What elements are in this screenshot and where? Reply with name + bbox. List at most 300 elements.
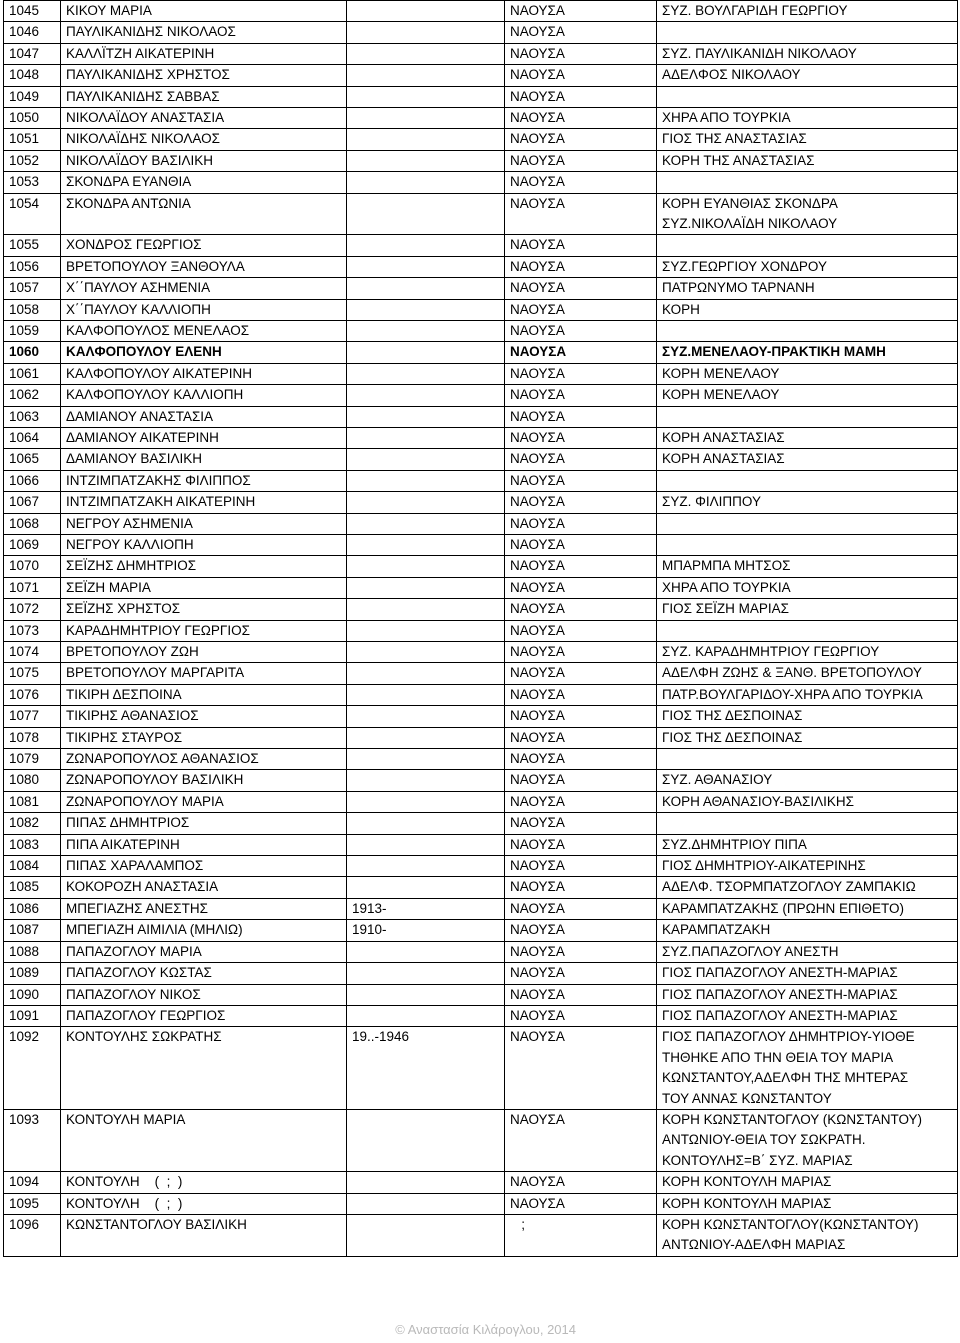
relation-note bbox=[657, 129, 958, 150]
person-name: ΣΚΟΝΔΡΑ ΕΥΑΝΘΙΑ bbox=[61, 172, 347, 193]
place: ΝΑΟΥΣΑ bbox=[505, 663, 657, 684]
record-number: 1081 bbox=[4, 791, 61, 812]
relation-note-line: ΣΥΖ. ΠΑΥΛΙΚΑΝΙΔΗ ΝΙΚΟΛΑΟΥ bbox=[662, 45, 857, 61]
relation-note bbox=[657, 43, 958, 64]
relation-note bbox=[657, 1172, 958, 1193]
person-name: ΚΟΝΤΟΥΛΗ ΜΑΡΙΑ bbox=[61, 1109, 347, 1171]
record-number: 1092 bbox=[4, 1027, 61, 1110]
person-name: ΣΚΟΝΔΡΑ ΑΝΤΩΝΙΑ bbox=[61, 193, 347, 235]
relation-note bbox=[657, 342, 958, 363]
record-number: 1051 bbox=[4, 129, 61, 150]
birth-year bbox=[347, 321, 505, 342]
place: ΝΑΟΥΣΑ bbox=[505, 984, 657, 1005]
birth-year bbox=[347, 642, 505, 663]
relation-note bbox=[657, 663, 958, 684]
relation-note bbox=[657, 86, 958, 107]
relation-note-line: ΣΥΖ.ΜΕΝΕΛΑΟΥ-ΠΡΑΚΤΙΚΗ ΜΑΜΗ bbox=[662, 344, 886, 360]
place: ΝΑΟΥΣΑ bbox=[505, 706, 657, 727]
place: ΝΑΟΥΣΑ bbox=[505, 577, 657, 598]
relation-note bbox=[657, 706, 958, 727]
record-number: 1062 bbox=[4, 385, 61, 406]
record-number: 1084 bbox=[4, 856, 61, 877]
person-name: ΒΡΕΤΟΠΟΥΛΟΥ ΞΑΝΘΟΥΛΑ bbox=[61, 256, 347, 277]
relation-note bbox=[657, 172, 958, 193]
person-name: ΖΩΝΑΡΟΠΟΥΛΟΥ ΒΑΣΙΛΙΚΗ bbox=[61, 770, 347, 791]
record-number: 1052 bbox=[4, 150, 61, 171]
record-number: 1070 bbox=[4, 556, 61, 577]
birth-year bbox=[347, 235, 505, 256]
relation-note-line: ΚΟΡΗ ΚΩΝΣΤΑΝΤΟΓΛΟΥ(ΚΩΝΣΤΑΝΤΟΥ) bbox=[662, 1216, 919, 1232]
relation-note bbox=[657, 684, 958, 705]
relation-note bbox=[657, 941, 958, 962]
person-name: ΠΑΠΑΖΟΓΛΟΥ ΝΙΚΟΣ bbox=[61, 984, 347, 1005]
relation-note-line: ΧΗΡΑ ΑΠΟ ΤΟΥΡΚΙΑ bbox=[662, 579, 791, 595]
place: ΝΑΟΥΣΑ bbox=[505, 1005, 657, 1026]
record-number: 1082 bbox=[4, 813, 61, 834]
relation-note bbox=[657, 770, 958, 791]
person-name: ΜΠΕΓΙΑΖΗΣ ΑΝΕΣΤΗΣ bbox=[61, 898, 347, 919]
record-number: 1077 bbox=[4, 706, 61, 727]
relation-note bbox=[657, 599, 958, 620]
place: ΝΑΟΥΣΑ bbox=[505, 428, 657, 449]
place: ΝΑΟΥΣΑ bbox=[505, 22, 657, 43]
place: ΝΑΟΥΣΑ bbox=[505, 256, 657, 277]
person-name: ΝΙΚΟΛΑΪΔΗΣ ΝΙΚΟΛΑΟΣ bbox=[61, 129, 347, 150]
birth-year bbox=[347, 727, 505, 748]
place: ΝΑΟΥΣΑ bbox=[505, 941, 657, 962]
relation-note-line: ΣΥΖ. ΚΑΡΑΔΗΜΗΤΡΙΟΥ ΓΕΩΡΓΙΟΥ bbox=[662, 644, 880, 660]
person-name: ΤΙΚΙΡΗΣ ΑΘΑΝΑΣΙΟΣ bbox=[61, 706, 347, 727]
place: ΝΑΟΥΣΑ bbox=[505, 813, 657, 834]
table-row bbox=[4, 1193, 958, 1214]
record-number: 1053 bbox=[4, 172, 61, 193]
table-row bbox=[4, 129, 958, 150]
relation-note-line: ΑΝΤΩΝΙΟΥ-ΑΔΕΛΦΗ ΜΑΡΙΑΣ bbox=[662, 1237, 846, 1253]
birth-year bbox=[347, 1193, 505, 1214]
birth-year bbox=[347, 299, 505, 320]
record-number: 1091 bbox=[4, 1005, 61, 1026]
table-row bbox=[4, 65, 958, 86]
record-number: 1065 bbox=[4, 449, 61, 470]
birth-year bbox=[347, 556, 505, 577]
record-number: 1080 bbox=[4, 770, 61, 791]
relation-note-line: ΑΔΕΛΦ. ΤΣΟΡΜΠΑΤΖΟΓΛΟΥ ΖΑΜΠΑΚΙΩ bbox=[662, 879, 916, 895]
record-number: 1055 bbox=[4, 235, 61, 256]
place: ΝΑΟΥΣΑ bbox=[505, 749, 657, 770]
record-number: 1093 bbox=[4, 1109, 61, 1171]
birth-year bbox=[347, 278, 505, 299]
place: ΝΑΟΥΣΑ bbox=[505, 770, 657, 791]
relation-note bbox=[657, 834, 958, 855]
table-row bbox=[4, 193, 958, 235]
birth-year bbox=[347, 620, 505, 641]
person-name: ΔΑΜΙΑΝΟΥ ΒΑΣΙΛΙΚΗ bbox=[61, 449, 347, 470]
person-name: ΖΩΝΑΡΟΠΟΥΛΟΥ ΜΑΡΙΑ bbox=[61, 791, 347, 812]
relation-note bbox=[657, 513, 958, 534]
relation-note bbox=[657, 791, 958, 812]
place: ΝΑΟΥΣΑ bbox=[505, 129, 657, 150]
relation-note-line: ΚΟΡΗ ΚΟΝΤΟΥΛΗ ΜΑΡΙΑΣ bbox=[662, 1195, 832, 1211]
table-row bbox=[4, 642, 958, 663]
place: ΝΑΟΥΣΑ bbox=[505, 385, 657, 406]
table-row bbox=[4, 663, 958, 684]
birth-year bbox=[347, 791, 505, 812]
table-row bbox=[4, 385, 958, 406]
record-number: 1086 bbox=[4, 898, 61, 919]
record-number: 1069 bbox=[4, 535, 61, 556]
relation-note-line: ΚΟΡΗ ΚΩΝΣΤΑΝΤΟΓΛΟΥ (ΚΩΝΣΤΑΝΤΟΥ) bbox=[662, 1111, 923, 1127]
table-row bbox=[4, 86, 958, 107]
place: ΝΑΟΥΣΑ bbox=[505, 620, 657, 641]
relation-note-line: ΧΗΡΑ ΑΠΟ ΤΟΥΡΚΙΑ bbox=[662, 110, 791, 125]
relation-note bbox=[657, 363, 958, 384]
relation-note bbox=[657, 256, 958, 277]
table-row bbox=[4, 108, 958, 129]
place: ΝΑΟΥΣΑ bbox=[505, 877, 657, 898]
person-name: ΣΕΪΖΗ ΜΑΡΙΑ bbox=[61, 577, 347, 598]
birth-year bbox=[347, 684, 505, 705]
table-row bbox=[4, 22, 958, 43]
relation-note-line: ΚΟΡΗ ΜΕΝΕΛΑΟΥ bbox=[662, 365, 780, 381]
birth-year bbox=[347, 86, 505, 107]
record-number: 1090 bbox=[4, 984, 61, 1005]
relation-note-line: ΓΙΟΣ ΣΕΪΖΗ ΜΑΡΙΑΣ bbox=[662, 601, 789, 617]
table-row bbox=[4, 1027, 958, 1110]
table-row bbox=[4, 150, 958, 171]
relation-note-line: ΚΟΡΗ ΜΕΝΕΛΑΟΥ bbox=[662, 387, 780, 403]
relation-note bbox=[657, 1005, 958, 1026]
place: ΝΑΟΥΣΑ bbox=[505, 856, 657, 877]
table-row bbox=[4, 299, 958, 320]
table-row bbox=[4, 599, 958, 620]
place: ΝΑΟΥΣΑ bbox=[505, 727, 657, 748]
person-name: ΙΝΤΖΙΜΠΑΤΖΑΚΗ ΑΙΚΑΤΕΡΙΝΗ bbox=[61, 492, 347, 513]
relation-note bbox=[657, 813, 958, 834]
birth-year bbox=[347, 449, 505, 470]
place: ΝΑΟΥΣΑ bbox=[505, 342, 657, 363]
person-name: ΠΑΠΑΖΟΓΛΟΥ ΚΩΣΤΑΣ bbox=[61, 963, 347, 984]
table-row bbox=[4, 321, 958, 342]
relation-note bbox=[657, 428, 958, 449]
table-row bbox=[4, 577, 958, 598]
place: ΝΑΟΥΣΑ bbox=[505, 150, 657, 171]
place: ΝΑΟΥΣΑ bbox=[505, 513, 657, 534]
relation-note-line: ΣΥΖ. ΒΟΥΛΓΑΡΙΔΗ ΓΕΩΡΓΙΟΥ bbox=[662, 3, 848, 18]
place: ΝΑΟΥΣΑ bbox=[505, 963, 657, 984]
person-name: ΚΑΛΛΪΤΖΗ ΑΙΚΑΤΕΡΙΝΗ bbox=[61, 43, 347, 64]
place: ΝΑΟΥΣΑ bbox=[505, 172, 657, 193]
table-row bbox=[4, 492, 958, 513]
table-row bbox=[4, 1214, 958, 1256]
table-row bbox=[4, 235, 958, 256]
birth-year bbox=[347, 22, 505, 43]
relation-note-line: ΣΥΖ.ΔΗΜΗΤΡΙΟΥ ΠΙΠΑ bbox=[662, 836, 807, 852]
person-name: ΠΙΠΑ ΑΙΚΑΤΕΡΙΝΗ bbox=[61, 834, 347, 855]
relation-note-line: ΚΟΡΗ ΑΝΑΣΤΑΣΙΑΣ bbox=[662, 430, 785, 446]
place: ΝΑΟΥΣΑ bbox=[505, 535, 657, 556]
table-row bbox=[4, 856, 958, 877]
person-name: ΚΑΛΦΟΠΟΥΛΟΥ ΚΑΛΛΙΟΠΗ bbox=[61, 385, 347, 406]
record-number: 1060 bbox=[4, 342, 61, 363]
place: ΝΑΟΥΣΑ bbox=[505, 1193, 657, 1214]
relation-note-line: ΚΟΡΗ ΚΟΝΤΟΥΛΗ ΜΑΡΙΑΣ bbox=[662, 1174, 832, 1190]
relation-note bbox=[657, 898, 958, 919]
record-number: 1078 bbox=[4, 727, 61, 748]
record-number: 1079 bbox=[4, 749, 61, 770]
relation-note bbox=[657, 1109, 958, 1171]
relation-note-line: ΣΥΖ.ΓΕΩΡΓΙΟΥ ΧΟΝΔΡΟΥ bbox=[662, 258, 827, 274]
table-row bbox=[4, 877, 958, 898]
place: ; bbox=[505, 1214, 657, 1256]
relation-note bbox=[657, 1027, 958, 1110]
birth-year bbox=[347, 470, 505, 491]
relation-note bbox=[657, 642, 958, 663]
table-row bbox=[4, 898, 958, 919]
record-number: 1054 bbox=[4, 193, 61, 235]
person-name: Χ΄΄ΠΑΥΛΟΥ ΚΑΛΛΙΟΠΗ bbox=[61, 299, 347, 320]
relation-note bbox=[657, 193, 958, 235]
relation-note-line: ΚΩΝΣΤΑΝΤΟΥ,ΑΔΕΛΦΗ ΤΗΣ ΜΗΤΕΡΑΣ bbox=[662, 1070, 909, 1086]
person-name: ΚΑΛΦΟΠΟΥΛΟΥ ΕΛΕΝΗ bbox=[61, 342, 347, 363]
place: ΝΑΟΥΣΑ bbox=[505, 642, 657, 663]
birth-year bbox=[347, 129, 505, 150]
birth-year bbox=[347, 1172, 505, 1193]
birth-year bbox=[347, 535, 505, 556]
table-row bbox=[4, 813, 958, 834]
place: ΝΑΟΥΣΑ bbox=[505, 86, 657, 107]
place: ΝΑΟΥΣΑ bbox=[505, 1, 657, 22]
record-number: 1088 bbox=[4, 941, 61, 962]
place: ΝΑΟΥΣΑ bbox=[505, 1109, 657, 1171]
table-row bbox=[4, 278, 958, 299]
table-row bbox=[4, 256, 958, 277]
birth-year bbox=[347, 43, 505, 64]
relation-note-line: ΚΟΝΤΟΥΛΗΣ=Β΄ ΣΥΖ. ΜΑΡΙΑΣ bbox=[662, 1152, 853, 1168]
place: ΝΑΟΥΣΑ bbox=[505, 920, 657, 941]
person-name: ΝΕΓΡΟΥ ΚΑΛΛΙΟΠΗ bbox=[61, 535, 347, 556]
table-row bbox=[4, 941, 958, 962]
relation-note-line: ΜΠΑΡΜΠΑ ΜΗΤΣΟΣ bbox=[662, 558, 791, 574]
table-row bbox=[4, 1005, 958, 1026]
record-number: 1067 bbox=[4, 492, 61, 513]
place: ΝΑΟΥΣΑ bbox=[505, 492, 657, 513]
relation-note bbox=[657, 727, 958, 748]
table-row bbox=[4, 749, 958, 770]
place: ΝΑΟΥΣΑ bbox=[505, 321, 657, 342]
birth-year bbox=[347, 1214, 505, 1256]
relation-note bbox=[657, 856, 958, 877]
person-name: ΤΙΚΙΡΗΣ ΣΤΑΥΡΟΣ bbox=[61, 727, 347, 748]
record-number: 1066 bbox=[4, 470, 61, 491]
relation-note bbox=[657, 984, 958, 1005]
relation-note-line: ΠΑΤΡΩΝΥΜΟ ΤΑΡΝΑΝΗ bbox=[662, 280, 815, 296]
relation-note bbox=[657, 749, 958, 770]
record-number: 1094 bbox=[4, 1172, 61, 1193]
birth-year: 1913- bbox=[347, 898, 505, 919]
birth-year bbox=[347, 877, 505, 898]
record-number: 1045 bbox=[4, 1, 61, 22]
relation-note bbox=[657, 877, 958, 898]
person-name: ΤΙΚΙΡΗ ΔΕΣΠΟΙΝΑ bbox=[61, 684, 347, 705]
relation-note-line: ΓΙΟΣ ΠΑΠΑΖΟΓΛΟΥ ΑΝΕΣΤΗ-ΜΑΡΙΑΣ bbox=[662, 1007, 898, 1023]
person-name: ΚΟΝΤΟΥΛΗ ( ; ) bbox=[61, 1193, 347, 1214]
relation-note bbox=[657, 1193, 958, 1214]
place: ΝΑΟΥΣΑ bbox=[505, 684, 657, 705]
record-number: 1068 bbox=[4, 513, 61, 534]
birth-year: 19..-1946 bbox=[347, 1027, 505, 1110]
person-name: ΙΝΤΖΙΜΠΑΤΖΑΚΗΣ ΦΙΛΙΠΠΟΣ bbox=[61, 470, 347, 491]
person-name: ΚΩΝΣΤΑΝΤΟΓΛΟΥ ΒΑΣΙΛΙΚΗ bbox=[61, 1214, 347, 1256]
person-name: ΧΟΝΔΡΟΣ ΓΕΩΡΓΙΟΣ bbox=[61, 235, 347, 256]
person-name: ΔΑΜΙΑΝΟΥ ΑΝΑΣΤΑΣΙΑ bbox=[61, 406, 347, 427]
birth-year bbox=[347, 706, 505, 727]
relation-note-line: ΓΙΟΣ ΠΑΠΑΖΟΓΛΟΥ ΑΝΕΣΤΗ-ΜΑΡΙΑΣ bbox=[662, 965, 898, 981]
record-number: 1095 bbox=[4, 1193, 61, 1214]
birth-year bbox=[347, 193, 505, 235]
relation-note bbox=[657, 449, 958, 470]
table-row bbox=[4, 406, 958, 427]
place: ΝΑΟΥΣΑ bbox=[505, 278, 657, 299]
birth-year bbox=[347, 406, 505, 427]
relation-note bbox=[657, 150, 958, 171]
table-row bbox=[4, 791, 958, 812]
relation-note bbox=[657, 577, 958, 598]
relation-note bbox=[657, 65, 958, 86]
table-row bbox=[4, 770, 958, 791]
relation-note bbox=[657, 235, 958, 256]
relation-note-line: ΣΥΖ.ΠΑΠΑΖΟΓΛΟΥ ΑΝΕΣΤΗ bbox=[662, 943, 839, 959]
record-number: 1074 bbox=[4, 642, 61, 663]
relation-note bbox=[657, 470, 958, 491]
relation-note bbox=[657, 1214, 958, 1256]
register-body bbox=[4, 1, 958, 1257]
table-row bbox=[4, 535, 958, 556]
place: ΝΑΟΥΣΑ bbox=[505, 363, 657, 384]
table-row bbox=[4, 428, 958, 449]
relation-note-line: ΓΙΟΣ ΔΗΜΗΤΡΙΟΥ-ΑΙΚΑΤΕΡΙΝΗΣ bbox=[662, 858, 866, 874]
person-name: ΒΡΕΤΟΠΟΥΛΟΥ ΜΑΡΓΑΡΙΤΑ bbox=[61, 663, 347, 684]
table-row bbox=[4, 43, 958, 64]
table-row bbox=[4, 984, 958, 1005]
birth-year bbox=[347, 428, 505, 449]
person-name: ΚΑΡΑΔΗΜΗΤΡΙΟΥ ΓΕΩΡΓΙΟΣ bbox=[61, 620, 347, 641]
table-row bbox=[4, 727, 958, 748]
person-name: ΜΠΕΓΙΑΖΗ ΑΙΜΙΛΙΑ (ΜΗΛΙΩ) bbox=[61, 920, 347, 941]
table-row bbox=[4, 834, 958, 855]
record-number: 1073 bbox=[4, 620, 61, 641]
record-number: 1058 bbox=[4, 299, 61, 320]
relation-note-line: ΠΑΤΡ.ΒΟΥΛΓΑΡΙΔΟΥ-ΧΗΡΑ ΑΠΟ ΤΟΥΡΚΙΑ bbox=[662, 686, 923, 702]
birth-year bbox=[347, 65, 505, 86]
birth-year bbox=[347, 1, 505, 22]
person-name: ΣΕΪΖΗΣ ΧΡΗΣΤΟΣ bbox=[61, 599, 347, 620]
birth-year bbox=[347, 1005, 505, 1026]
birth-year bbox=[347, 513, 505, 534]
relation-note-line: ΣΥΖ. ΦΙΛΙΠΠΟΥ bbox=[662, 494, 761, 510]
relation-note-line: ΑΝΤΩΝΙΟΥ-ΘΕΙΑ ΤΟΥ ΣΩΚΡΑΤΗ. bbox=[662, 1132, 866, 1148]
table-row bbox=[4, 920, 958, 941]
relation-note bbox=[657, 321, 958, 342]
relation-note bbox=[657, 620, 958, 641]
record-number: 1061 bbox=[4, 363, 61, 384]
place: ΝΑΟΥΣΑ bbox=[505, 1172, 657, 1193]
relation-note-line: ΓΙΟΣ ΤΗΣ ΑΝΑΣΤΑΣΙΑΣ bbox=[662, 131, 807, 147]
place: ΝΑΟΥΣΑ bbox=[505, 299, 657, 320]
record-number: 1072 bbox=[4, 599, 61, 620]
record-number: 1048 bbox=[4, 65, 61, 86]
place: ΝΑΟΥΣΑ bbox=[505, 599, 657, 620]
place: ΝΑΟΥΣΑ bbox=[505, 834, 657, 855]
place: ΝΑΟΥΣΑ bbox=[505, 65, 657, 86]
birth-year bbox=[347, 385, 505, 406]
record-number: 1056 bbox=[4, 256, 61, 277]
table-row bbox=[4, 706, 958, 727]
table-row bbox=[4, 470, 958, 491]
birth-year bbox=[347, 108, 505, 129]
birth-year bbox=[347, 834, 505, 855]
person-name: ΒΡΕΤΟΠΟΥΛΟΥ ΖΩΗ bbox=[61, 642, 347, 663]
person-name: ΚΙΚΟΥ ΜΑΡΙΑ bbox=[61, 1, 347, 22]
table-row bbox=[4, 620, 958, 641]
person-name: ΠΑΠΑΖΟΓΛΟΥ ΓΕΩΡΓΙΟΣ bbox=[61, 1005, 347, 1026]
birth-year bbox=[347, 856, 505, 877]
person-name: ΠΑΠΑΖΟΓΛΟΥ ΜΑΡΙΑ bbox=[61, 941, 347, 962]
table-row bbox=[4, 963, 958, 984]
relation-note-line: ΚΟΡΗ bbox=[662, 301, 700, 317]
relation-note-line: ΣΥΖ.ΝΙΚΟΛΑΪΔΗ ΝΙΚΟΛΑΟΥ bbox=[662, 216, 838, 232]
record-number: 1049 bbox=[4, 86, 61, 107]
person-name: ΝΕΓΡΟΥ ΑΣΗΜΕΝΙΑ bbox=[61, 513, 347, 534]
table-row bbox=[4, 1172, 958, 1193]
place: ΝΑΟΥΣΑ bbox=[505, 193, 657, 235]
relation-note-line: ΓΙΟΣ ΤΗΣ ΔΕΣΠΟΙΝΑΣ bbox=[662, 729, 803, 745]
table-row bbox=[4, 1109, 958, 1171]
place: ΝΑΟΥΣΑ bbox=[505, 43, 657, 64]
birth-year bbox=[347, 492, 505, 513]
record-number: 1046 bbox=[4, 22, 61, 43]
record-number: 1047 bbox=[4, 43, 61, 64]
relation-note-line: ΓΙΟΣ ΠΑΠΑΖΟΓΛΟΥ ΑΝΕΣΤΗ-ΜΑΡΙΑΣ bbox=[662, 986, 898, 1002]
copyright-footer: © Αναστασία Κιλάρογλου, 2014 bbox=[395, 1322, 576, 1337]
relation-note bbox=[657, 492, 958, 513]
place: ΝΑΟΥΣΑ bbox=[505, 470, 657, 491]
table-row bbox=[4, 172, 958, 193]
person-name: ΠΙΠΑΣ ΧΑΡΑΛΑΜΠΟΣ bbox=[61, 856, 347, 877]
place: ΝΑΟΥΣΑ bbox=[505, 556, 657, 577]
record-number: 1063 bbox=[4, 406, 61, 427]
person-name: ΠΑΥΛΙΚΑΝΙΔΗΣ ΧΡΗΣΤΟΣ bbox=[61, 65, 347, 86]
record-number: 1096 bbox=[4, 1214, 61, 1256]
relation-note-line: ΓΙΟΣ ΤΗΣ ΔΕΣΠΟΙΝΑΣ bbox=[662, 708, 803, 724]
person-name: ΚΟΝΤΟΥΛΗ ( ; ) bbox=[61, 1172, 347, 1193]
record-number: 1050 bbox=[4, 108, 61, 129]
birth-year bbox=[347, 963, 505, 984]
relation-note-line: ΚΟΡΗ ΑΘΑΝΑΣΙΟΥ-ΒΑΣΙΛΙΚΗΣ bbox=[662, 793, 854, 809]
relation-note-line: ΚΟΡΗ ΕΥΑΝΘΙΑΣ ΣΚΟΝΔΡΑ bbox=[662, 195, 838, 211]
relation-note bbox=[657, 108, 958, 129]
birth-year bbox=[347, 577, 505, 598]
birth-year bbox=[347, 770, 505, 791]
birth-year bbox=[347, 599, 505, 620]
relation-note-line: ΚΑΡΑΜΠΑΤΖΑΚΗΣ (ΠΡΩΗΝ ΕΠΙΘΕΤΟ) bbox=[662, 900, 904, 916]
relation-note-line: ΑΔΕΛΦΗ ΖΩΗΣ & ΞΑΝΘ. ΒΡΕΤΟΠΟΥΛΟΥ bbox=[662, 665, 922, 681]
relation-note-line: ΑΔΕΛΦΟΣ ΝΙΚΟΛΑΟΥ bbox=[662, 67, 801, 83]
relation-note bbox=[657, 535, 958, 556]
place: ΝΑΟΥΣΑ bbox=[505, 898, 657, 919]
table-row bbox=[4, 556, 958, 577]
relation-note-line: ΤΟΥ ΑΝΝΑΣ ΚΩΝΣΤΑΝΤΟΥ bbox=[662, 1090, 832, 1106]
record-number: 1085 bbox=[4, 877, 61, 898]
